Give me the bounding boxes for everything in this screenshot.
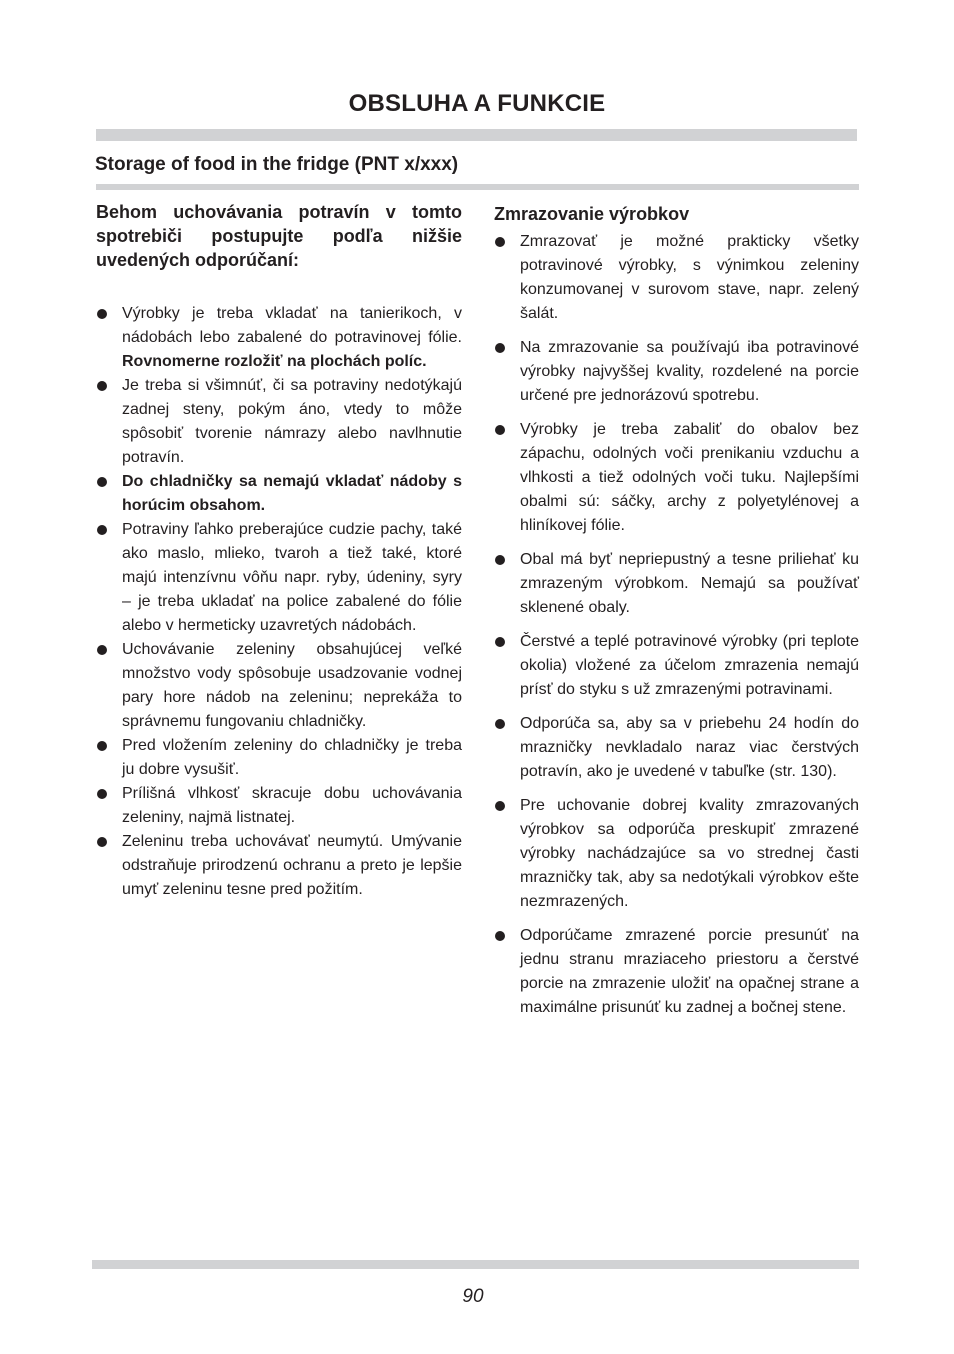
left-column <box>96 200 462 902</box>
item-text: Prílišná vlhkosť skracuje dobu uchovávania zeleniny, najmä listnatej. <box>122 785 462 826</box>
item-bold-text: Do chladničky sa nemajú vkladať nádoby s horúcim obsahom. <box>122 473 462 514</box>
section-divider <box>96 184 859 190</box>
list-item <box>494 336 859 408</box>
bullet-icon <box>97 525 107 535</box>
item-text: Uchovávanie zeleniny obsahujúcej veľké množstvo vody spôsobuje usadzovanie vodnej pary hore nádob na zeleninu; neprekáža to správnemu fungovaniu chladničky. <box>122 641 462 730</box>
item-text: Je treba si všimnúť, či sa potraviny nedotýkajú zadnej steny, pokým áno, vtedy to môže spôsobiť tvorenie námrazy alebo navlhnutie potravín. <box>122 377 462 466</box>
page-title: OBSLUHA A FUNKCIE <box>348 90 606 117</box>
right-column <box>494 202 859 1020</box>
footer-divider <box>92 1260 859 1269</box>
list-item <box>96 302 462 374</box>
list-item <box>96 830 462 902</box>
list-item <box>494 630 859 702</box>
item-text: Pred vložením zeleniny do chladničky je treba ju dobre vysušiť. <box>122 737 462 778</box>
item-text: Čerstvé a teplé potravinové výrobky (pri teplote okolia) vložené za účelom zmrazenia nemajú prísť do styku s už zmrazenými potravinami. <box>520 633 859 698</box>
bullet-icon <box>495 237 505 247</box>
item-bold-text: Rovnomerne rozložiť na plochách políc. <box>122 353 427 370</box>
list-item <box>96 782 462 830</box>
bullet-icon <box>97 741 107 751</box>
bullet-icon <box>495 719 505 729</box>
item-text: Odporúča sa, aby sa v priebehu 24 hodín do mrazničky nevkladalo naraz viac čerstvých potravín, ako je uvedené v tabuľke (str. 130). <box>520 715 859 780</box>
item-text: Výrobky je treba zabaliť do obalov bez zápachu, odolných voči prenikaniu vzduchu a vlhkosti a tiež odolných voči tuku. Najlepšími obalmi sú: sáčky, archy z polyetylénovej a hliníkovej fólie. <box>520 421 859 534</box>
right-bullet-list <box>494 230 859 1020</box>
bullet-icon <box>97 645 107 655</box>
list-item <box>494 794 859 914</box>
item-text: Potraviny ľahko preberajúce cudzie pachy, také ako maslo, mlieko, tvaroh a tiež také, ktoré majú intenzívnu vôňu napr. ryby, údeniny, syry – je treba ukladať na police zabalené do fólie alebo v hermeticky uzavretých nádobách. <box>122 521 462 634</box>
freezing-heading: Zmrazovanie výrobkov <box>494 204 690 224</box>
list-item <box>494 924 859 1020</box>
intro-text: Behom uchovávania potravín v tomto spotrebiči postupujte podľa nižšie uvedených odporúčaní: <box>96 202 462 270</box>
bullet-icon <box>97 837 107 847</box>
bullet-icon <box>495 637 505 647</box>
bullet-icon <box>97 789 107 799</box>
list-item <box>494 548 859 620</box>
header-divider <box>96 129 857 141</box>
item-text: Obal má byť nepriepustný a tesne priliehať ku zmrazeným výrobkom. Nemajú sa používať sklenené obaly. <box>520 551 859 616</box>
section-title: Storage of food in the fridge (PNT x/xxx) <box>95 154 459 175</box>
bullet-icon <box>495 343 505 353</box>
list-item <box>96 638 462 734</box>
item-text: Pre uchovanie dobrej kvality zmrazovaných výrobkov sa odporúča preskupiť zmrazené výrobky nachádzajúce sa vo strednej časti mrazničky tak, aby sa nedotýkali výrobkov ešte nezmrazených. <box>520 797 859 910</box>
item-text: Výrobky je treba vkladať na tanierikoch, v nádobách lebo zabalené do potravinovej fólie. <box>122 305 462 346</box>
bullet-icon <box>495 555 505 565</box>
item-text: Zeleninu treba uchovávať neumytú. Umývanie odstraňuje prirodzenú ochranu a preto je lepšie umyť zeleninu tesne pred požitím. <box>122 833 462 898</box>
bullet-icon <box>97 477 107 487</box>
item-text: Na zmrazovanie sa používajú iba potravinové výrobky najvyššej kvality, rozdelené na porcie určené pre jednorázovú spotrebu. <box>520 339 859 404</box>
left-bullet-list <box>96 302 462 902</box>
list-item <box>494 230 859 326</box>
bullet-icon <box>495 801 505 811</box>
page-number: 90 <box>462 1286 484 1307</box>
list-item <box>494 418 859 538</box>
list-item <box>494 712 859 784</box>
bullet-icon <box>495 425 505 435</box>
bullet-icon <box>97 309 107 319</box>
item-text: Zmrazovať je možné prakticky všetky potravinové výrobky, s výnimkou zeleniny konzumovanej v surovom stave, napr. zelený šalát. <box>520 233 859 322</box>
bullet-icon <box>97 381 107 391</box>
list-item <box>96 518 462 638</box>
list-item <box>96 374 462 470</box>
list-item <box>96 470 462 518</box>
bullet-icon <box>495 931 505 941</box>
item-text: Odporúčame zmrazené porcie presunúť na jednu stranu mraziaceho priestoru a čerstvé porcie na zmrazenie uložiť na opačnej strane a maximálne prisunúť ku zadnej a bočnej stene. <box>520 927 859 1016</box>
list-item <box>96 734 462 782</box>
